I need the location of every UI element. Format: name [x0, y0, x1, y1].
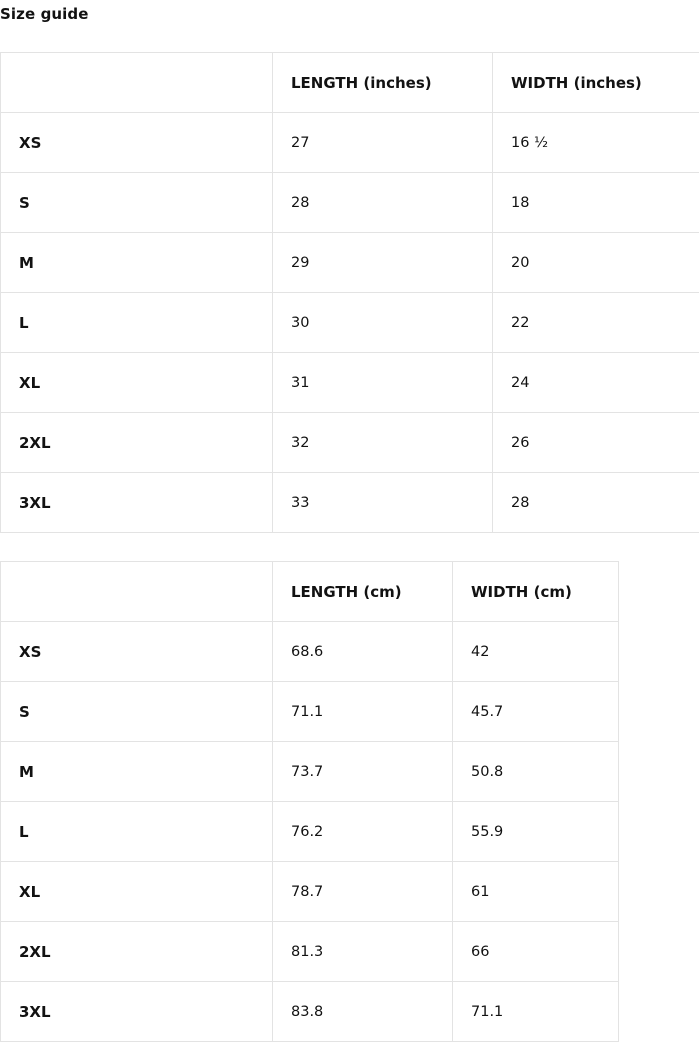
cell-length: 27	[273, 113, 493, 173]
cell-length: 78.7	[273, 862, 453, 922]
table-row	[1, 622, 619, 682]
row-label: S	[1, 173, 273, 233]
table-row	[1, 293, 699, 353]
cell-width: 18	[493, 173, 699, 233]
table-row	[1, 473, 699, 533]
row-label: M	[1, 233, 273, 293]
row-label: XS	[1, 622, 273, 682]
table-header-row	[1, 562, 619, 622]
table-row	[1, 742, 619, 802]
row-label: 3XL	[1, 473, 273, 533]
row-label: L	[1, 293, 273, 353]
column-header-length: LENGTH (cm)	[273, 562, 453, 622]
column-header-width: WIDTH (cm)	[453, 562, 619, 622]
row-label: 2XL	[1, 413, 273, 473]
cell-length: 30	[273, 293, 493, 353]
column-header-size	[1, 53, 273, 113]
row-label: L	[1, 802, 273, 862]
size-table-cm	[0, 561, 619, 1042]
table-row	[1, 802, 619, 862]
cell-length: 73.7	[273, 742, 453, 802]
row-label: 3XL	[1, 982, 273, 1042]
cell-length: 32	[273, 413, 493, 473]
cell-length: 68.6	[273, 622, 453, 682]
cell-width: 42	[453, 622, 619, 682]
table-row	[1, 173, 699, 233]
cell-width: 45.7	[453, 682, 619, 742]
bottom-spacer	[0, 1042, 699, 1052]
size-table-inches	[0, 52, 699, 533]
row-label: XS	[1, 113, 273, 173]
row-label: XL	[1, 862, 273, 922]
cell-length: 76.2	[273, 802, 453, 862]
table-header-row	[1, 53, 699, 113]
table-row	[1, 862, 619, 922]
table-row	[1, 922, 619, 982]
table-row	[1, 413, 699, 473]
cell-width: 26	[493, 413, 699, 473]
cell-width: 22	[493, 293, 699, 353]
row-label: 2XL	[1, 922, 273, 982]
cell-length: 81.3	[273, 922, 453, 982]
cell-width: 66	[453, 922, 619, 982]
cell-width: 28	[493, 473, 699, 533]
cell-width: 55.9	[453, 802, 619, 862]
cell-length: 29	[273, 233, 493, 293]
column-header-size	[1, 562, 273, 622]
cell-width: 61	[453, 862, 619, 922]
cell-length: 31	[273, 353, 493, 413]
table-row	[1, 982, 619, 1042]
cell-width: 71.1	[453, 982, 619, 1042]
cell-width: 16 ½	[493, 113, 699, 173]
table-row	[1, 682, 619, 742]
table-row	[1, 113, 699, 173]
table-row	[1, 233, 699, 293]
row-label: S	[1, 682, 273, 742]
cell-length: 28	[273, 173, 493, 233]
column-header-width: WIDTH (inches)	[493, 53, 699, 113]
row-label: M	[1, 742, 273, 802]
table-row	[1, 353, 699, 413]
page-title: Size guide	[0, 0, 699, 24]
cell-width: 20	[493, 233, 699, 293]
cell-width: 24	[493, 353, 699, 413]
column-header-length: LENGTH (inches)	[273, 53, 493, 113]
cell-width: 50.8	[453, 742, 619, 802]
cell-length: 83.8	[273, 982, 453, 1042]
cell-length: 71.1	[273, 682, 453, 742]
cell-length: 33	[273, 473, 493, 533]
row-label: XL	[1, 353, 273, 413]
